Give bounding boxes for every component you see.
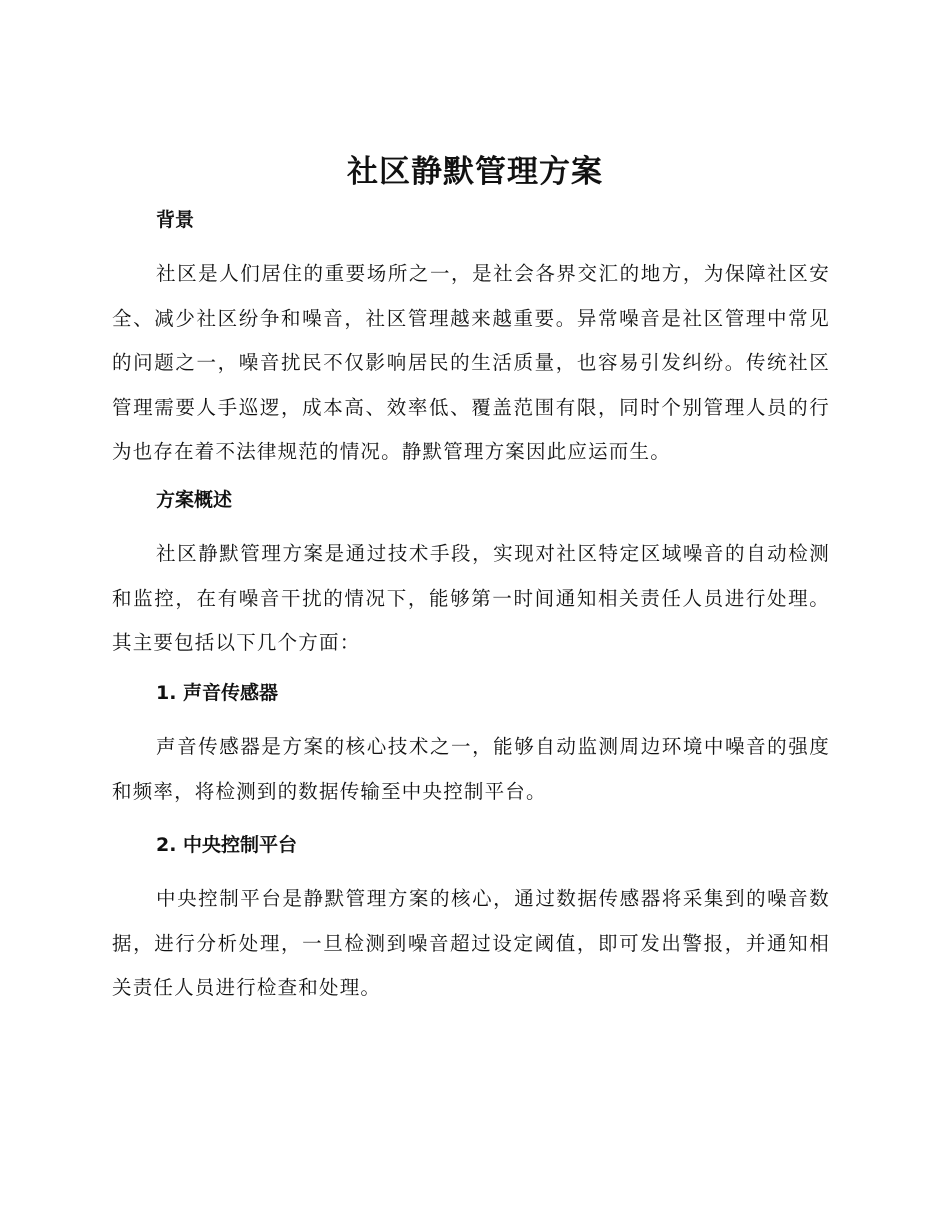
section-heading-overview: 方案概述: [156, 489, 233, 511]
section-heading-sound-sensor: 1. 声音传感器: [156, 682, 279, 704]
section-body-overview: 社区静默管理方案是通过技术手段，实现对社区特定区域噪音的自动检测和监控，在有噪音干扰的情况下，能够第一时间通知相关责任人员进行处理。其主要包括以下几个方面：: [112, 542, 830, 654]
document-title: 社区静默管理方案: [347, 154, 603, 190]
section-body-central-platform: 中央控制平台是静默管理方案的核心，通过数据传感器将采集到的噪音数据，进行分析处理，一旦检测到噪音超过设定阈值，即可发出警报，并通知相关责任人员进行检查和处理。: [112, 887, 830, 999]
section-heading-central-platform: 2. 中央控制平台: [156, 834, 298, 856]
section-body-sound-sensor: 声音传感器是方案的核心技术之一，能够自动监测周边环境中噪音的强度和频率，将检测到的数据传输至中央控制平台。: [112, 735, 830, 803]
section-heading-background: 背景: [156, 209, 195, 231]
section-body-background: 社区是人们居住的重要场所之一，是社会各界交汇的地方，为保障社区安全、减少社区纷争和噪音，社区管理越来越重要。异常噪音是社区管理中常见的问题之一，噪音扰民不仅影响居民的生活质量，也容易引发纠纷。传统社区管理需要人手巡逻，成本高、效率低、覆盖范围有限，同时个别管理人员的行为也存在着不法律规范的情况。静默管理方案因此应运而生。: [112, 262, 830, 463]
